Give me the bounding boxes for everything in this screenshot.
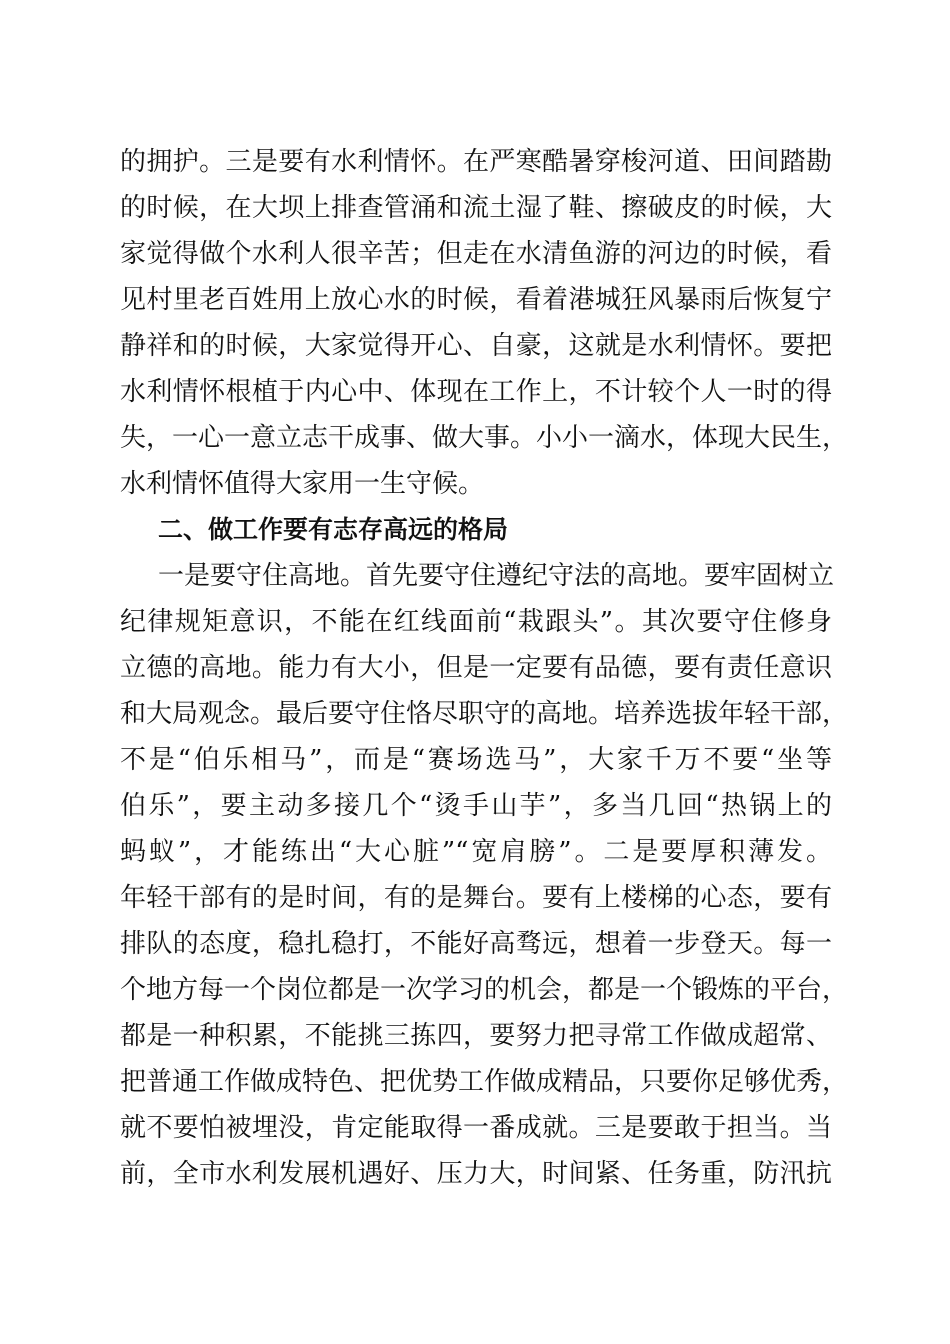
paragraph-2-line: 伯乐”，要主动多接几个“烫手山芋”，多当几回“热锅上的 bbox=[120, 791, 832, 821]
paragraph-2-line: 就不要怕被埋没，肯定能取得一番成就。三是要敢于担当。当 bbox=[120, 1113, 832, 1143]
paragraph-2-line: 都是一种积累，不能挑三拣四，要努力把寻常工作做成超常、 bbox=[120, 1021, 832, 1051]
paragraph-2-line: 排队的态度，稳扎稳打，不能好高骛远，想着一步登天。每一 bbox=[120, 929, 832, 959]
paragraph-2-line: 纪律规矩意识，不能在红线面前“栽跟头”。其次要守住修身 bbox=[120, 607, 832, 637]
paragraph-1-line: 见村里老百姓用上放心水的时候，看着港城狂风暴雨后恢复宁 bbox=[120, 285, 832, 315]
paragraph-1-line: 的时候，在大坝上排查管涌和流土湿了鞋、擦破皮的时候，大 bbox=[120, 193, 832, 223]
paragraph-1-line: 水利情怀根植于内心中、体现在工作上，不计较个人一时的得 bbox=[120, 377, 832, 407]
paragraph-1-line: 的拥护。三是要有水利情怀。在严寒酷暑穿梭河道、田间踏勘 bbox=[120, 147, 832, 177]
paragraph-2-line: 蚂蚁”，才能练出“大心脏”“宽肩膀”。二是要厚积薄发。 bbox=[120, 837, 832, 867]
paragraph-2-line: 把普通工作做成特色、把优势工作做成精品，只要你足够优秀， bbox=[120, 1067, 849, 1097]
paragraph-1-line: 家觉得做个水利人很辛苦；但走在水清鱼游的河边的时候，看 bbox=[120, 239, 832, 269]
paragraph-2-line: 不是“伯乐相马”，而是“赛场选马”，大家千万不要“坐等 bbox=[120, 745, 832, 775]
paragraph-1-line: 水利情怀值得大家用一生守候。 bbox=[120, 469, 485, 499]
paragraph-2-line: 前，全市水利发展机遇好、压力大，时间紧、任务重，防汛抗 bbox=[120, 1159, 832, 1189]
paragraph-2-line: 个地方每一个岗位都是一次学习的机会，都是一个锻炼的平台， bbox=[120, 975, 849, 1005]
paragraph-1-line: 静祥和的时候，大家觉得开心、自豪，这就是水利情怀。要把 bbox=[120, 331, 832, 361]
paragraph-2-line: 一是要守住高地。首先要守住遵纪守法的高地。要牢固树立 bbox=[158, 561, 835, 591]
paragraph-2-line: 年轻干部有的是时间，有的是舞台。要有上楼梯的心态，要有 bbox=[120, 883, 832, 913]
paragraph-1-line: 失，一心一意立志干成事、做大事。小小一滴水，体现大民生， bbox=[120, 423, 849, 453]
paragraph-2-line: 立德的高地。能力有大小，但是一定要有品德，要有责任意识 bbox=[120, 653, 832, 683]
paragraph-2-line: 和大局观念。最后要守住恪尽职守的高地。培养选拔年轻干部， bbox=[120, 699, 849, 729]
section-heading: 二、做工作要有志存高远的格局 bbox=[158, 515, 509, 544]
